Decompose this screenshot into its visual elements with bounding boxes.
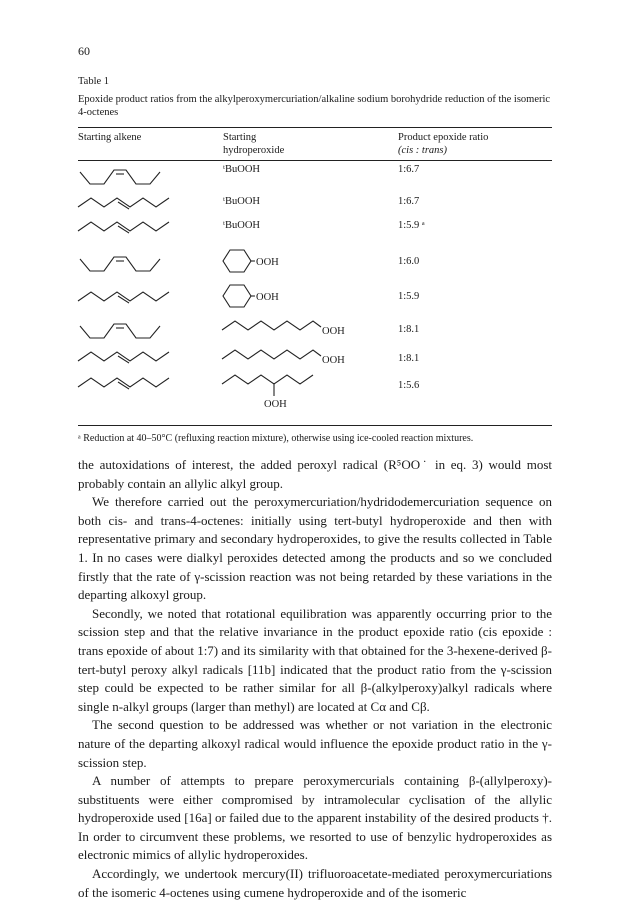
trans-4-octene-structure <box>78 286 188 308</box>
cyclohexyl-hydroperoxide-structure <box>222 247 292 277</box>
body-paragraph: The second question to be addressed was whether or not variation in the electronic nature of the departing alkoxyl radical would influence the epoxide product ratio in the γ-scission step. <box>78 717 552 770</box>
header-hydroperoxide-line2: hydroperoxide <box>223 145 285 156</box>
body-paragraph: Accordingly, we undertook mercury(II) trifluoroacetate-mediated peroxymercuriations of the isomeric 4-octenes using cumene hydroperoxide and of the isomeric <box>78 866 552 900</box>
trans-4-octene-structure <box>78 372 188 394</box>
table-top-rule <box>78 127 552 128</box>
n-octyl-hydroperoxide-structure <box>222 316 362 340</box>
ratio-row-6: 1:8.1 <box>398 324 420 335</box>
hydroperoxide-row-3: ᵗBuOOH <box>223 220 261 231</box>
table-footnote: ᵃ Reduction at 40–50°C (refluxing reaction mixture), otherwise using ice-cooled reaction mixtures. <box>78 433 474 444</box>
ooh-label: OOH <box>322 326 345 337</box>
ratio-row-2: 1:6.7 <box>398 196 420 207</box>
table-label: Table 1 <box>78 76 110 87</box>
ratio-row-3: 1:5.9 ᵃ <box>398 220 425 231</box>
ratio-row-8: 1:5.6 <box>398 380 420 391</box>
body-paragraph: Secondly, we noted that rotational equilibration was apparently occurring prior to the scission step and that the relative invariance in the product epoxide ratio (cis epoxide : trans epoxide of about 1:7) and its similarity with that obtained for the 3-hexene-derived β-tert-butyl peroxy alkyl radicals [11b] indicated that the product ratio from the γ-scission step could be expected to be rather similar for all β-(alkylperoxy)alkyl radicals where single n-alkyl groups (larger than methyl) are located at Cα and Cβ. <box>78 605 552 714</box>
trans-4-octene-structure <box>78 346 188 368</box>
page-number: 60 <box>78 44 90 58</box>
body-text <box>78 456 552 902</box>
cyclohexyl-hydroperoxide-structure <box>222 282 292 312</box>
hydroperoxide-row-1: ᵗBuOOH <box>223 164 261 175</box>
cis-4-octene-structure <box>80 318 180 344</box>
header-hydroperoxide-line1: Starting <box>223 132 257 143</box>
table-header-rule <box>78 160 552 161</box>
header-starting-alkene: Starting alkene <box>78 132 142 143</box>
body-paragraph: A number of attempts to prepare peroxymercurials containing β-(allylperoxy)-substituents were either compromised by intramolecular cyclisation of the allylic hydroperoxide used [16a] or failed due to the apparent instability of the desired products †. In order to circumvent these problems, we resorted to use of benzylic hydroperoxides as electronic mimics of allylic hydroperoxides. <box>78 773 552 863</box>
hydroperoxide-row-2: ᵗBuOOH <box>223 196 261 207</box>
trans-4-octene-structure <box>78 216 188 238</box>
ratio-row-1: 1:6.7 <box>398 164 420 175</box>
n-octyl-hydroperoxide-structure <box>222 345 362 369</box>
ratio-row-4: 1:6.0 <box>398 256 420 267</box>
ooh-label: OOH <box>256 292 279 303</box>
header-ratio-line2: (cis : trans) <box>398 145 447 156</box>
trans-4-octene-structure <box>78 192 188 214</box>
ooh-label: OOH <box>264 399 287 410</box>
body-paragraph: the autoxidations of interest, the added peroxyl radical (R⁵OO˙ in eq. 3) would most probably contain an allylic alkyl group. <box>78 457 552 491</box>
4-octyl-hydroperoxide-structure <box>222 370 332 420</box>
ooh-label: OOH <box>322 355 345 366</box>
header-ratio-line1: Product epoxide ratio <box>398 132 489 143</box>
table-bottom-rule <box>78 425 552 426</box>
cis-4-octene-structure <box>80 164 180 190</box>
ratio-row-5: 1:5.9 <box>398 291 420 302</box>
body-paragraph: We therefore carried out the peroxymercuriation/hydridodemercuriation sequence on both cis- and trans-4-octenes: initially using tert-butyl hydroperoxide and then with representative primary and secondary hydroperoxides, to give the results collected in Table 1. In no cases were dialkyl peroxides detected among the products and so we concluded firstly that the rate of γ-scission reaction was not being retarded by these variations in the departing alkoxyl group. <box>78 494 552 603</box>
ooh-label: OOH <box>256 257 279 268</box>
ratio-row-7: 1:8.1 <box>398 353 420 364</box>
cis-4-octene-structure <box>80 251 180 277</box>
table-caption: Epoxide product ratios from the alkylperoxymercuriation/alkaline sodium borohydride reduction of the isomeric 4-octenes <box>78 94 551 118</box>
